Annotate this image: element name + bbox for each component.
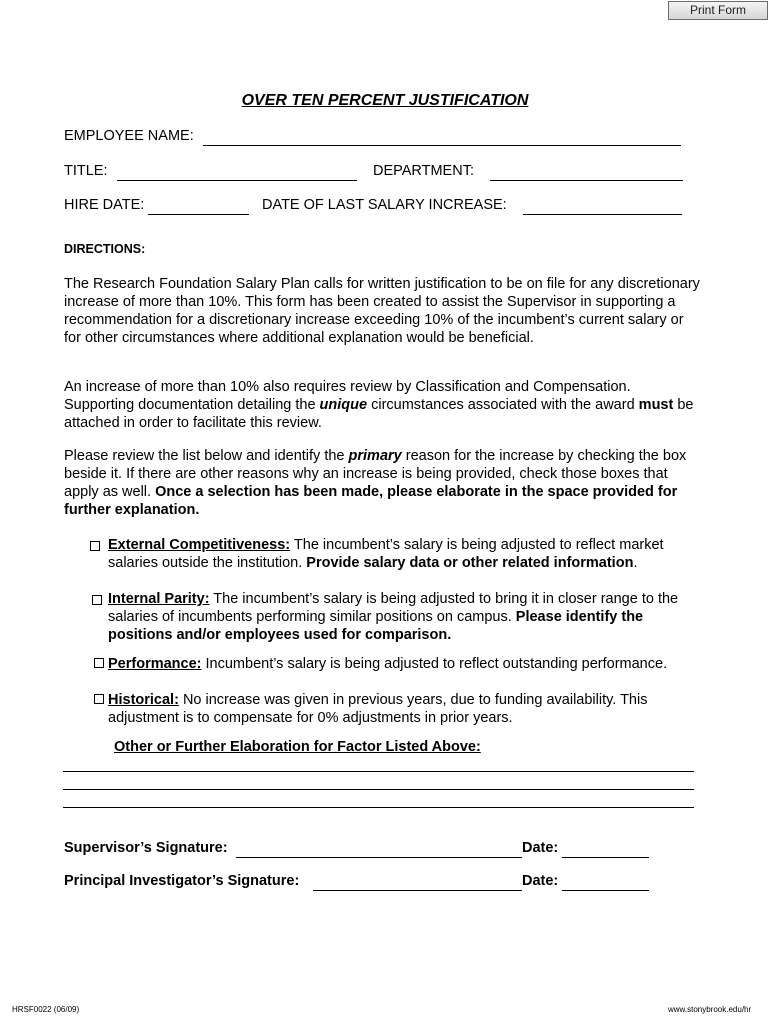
historical-checkbox[interactable] (94, 694, 104, 704)
elaboration-line-3[interactable] (63, 807, 694, 808)
performance-checkbox[interactable] (94, 658, 104, 668)
print-form-button[interactable]: Print Form (668, 1, 768, 20)
pi-signature-label: Principal Investigator’s Signature: (64, 873, 300, 889)
directions-paragraph-3: Please review the list below and identify the primary reason for the increase by checking the box beside it. If there are other reasons why an increase is being provided, check those boxes that apply as well. Once a selection has been made, please elaborate in the space provided for further explanation. (64, 448, 687, 518)
pi-date-label: Date: (522, 873, 559, 889)
option-internal-parity: Internal Parity: The incumbent’s salary is being adjusted to bring it in closer range to the salaries of incumbents performing similar positions on campus. Please identify the positions and/or employees used for comparison. (108, 591, 679, 643)
supervisor-date-field[interactable] (562, 857, 649, 858)
employee-name-field[interactable] (203, 145, 681, 146)
directions-paragraph-1: The Research Foundation Salary Plan calls for written justification to be on file for any discretionary increase of more than 10%. This form has been created to assist the Supervisor in supporting a recommendation for a discretionary increase exceeding 10% of the incumbent’s current salary or for other circumstances where additional explanation would be beneficial. (64, 276, 700, 346)
department-label: DEPARTMENT: (373, 163, 474, 179)
last-increase-field[interactable] (523, 214, 682, 215)
employee-name-label: EMPLOYEE NAME: (64, 128, 194, 144)
option-historical: Historical: No increase was given in previous years, due to funding availability. This adjustment is to compensate for 0% adjustments in prior years. (108, 692, 648, 726)
external-competitiveness-checkbox[interactable] (90, 541, 100, 551)
title-field[interactable] (117, 180, 357, 181)
form-id: HRSF0022 (06/09) (12, 1005, 80, 1014)
elaboration-heading: Other or Further Elaboration for Factor Listed Above: (114, 739, 481, 755)
directions-paragraph-2: An increase of more than 10% also requires review by Classification and Compensation. Supporting documentation detailing the unique circumstances associated with the award must be attached in order to facilitate this review. (64, 379, 694, 431)
pi-date-field[interactable] (562, 890, 649, 891)
pi-signature-field[interactable] (313, 890, 522, 891)
elaboration-line-1[interactable] (63, 771, 694, 772)
last-increase-label: DATE OF LAST SALARY INCREASE: (262, 197, 507, 213)
internal-parity-checkbox[interactable] (92, 595, 102, 605)
directions-heading: DIRECTIONS: (64, 242, 146, 256)
elaboration-line-2[interactable] (63, 789, 694, 790)
hire-date-label: HIRE DATE: (64, 197, 145, 213)
footer-url: www.stonybrook.edu/hr (668, 1005, 752, 1014)
page-title: OVER TEN PERCENT JUSTIFICATION (241, 92, 529, 109)
hire-date-field[interactable] (148, 214, 249, 215)
department-field[interactable] (490, 180, 683, 181)
option-external-competitiveness: External Competitiveness: The incumbent’s salary is being adjusted to reflect market salaries outside the institution. Provide salary data or other related information. (108, 537, 664, 571)
option-performance: Performance: Incumbent’s salary is being adjusted to reflect outstanding performance. (108, 656, 668, 672)
supervisor-signature-label: Supervisor’s Signature: (64, 840, 228, 856)
supervisor-signature-field[interactable] (236, 857, 522, 858)
supervisor-date-label: Date: (522, 840, 559, 856)
title-label: TITLE: (64, 163, 108, 179)
